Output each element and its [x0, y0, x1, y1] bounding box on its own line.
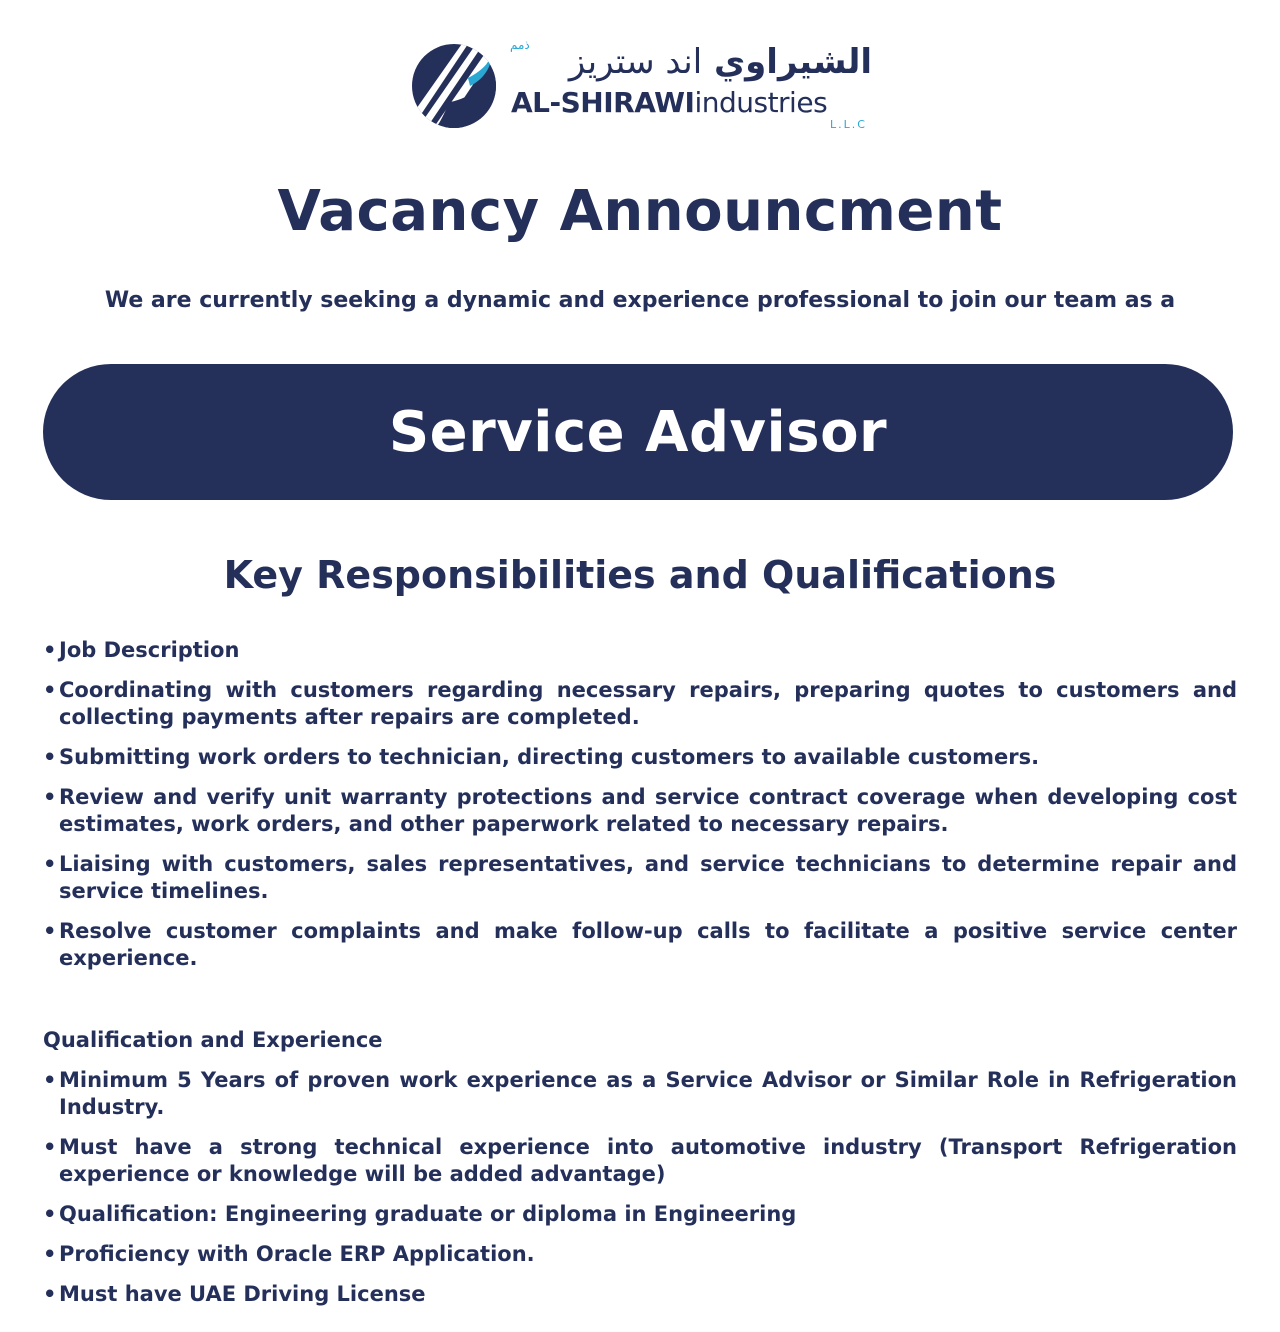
- qualifications-heading: Qualification and Experience: [43, 1028, 383, 1052]
- logo-latin-name: [511, 86, 827, 120]
- position-title: Service Advisor: [388, 399, 888, 465]
- list-item: • Review and verify unit warranty protections and service contract coverage when developing cost estimates, work orders, and other paperwork related to necessary repairs.: [43, 784, 1237, 838]
- list-item: • Coordinating with customers regarding necessary repairs, preparing quotes to customers and collecting payments after repairs are completed.: [43, 677, 1237, 731]
- logo-suffix: L.L.C: [830, 118, 867, 131]
- page-title: Vacancy Announcment: [277, 179, 1003, 244]
- logo-arabic-small-text: ذمم: [510, 38, 530, 52]
- list-item: • Liaising with customers, sales representatives, and service technicians to determine repair and service timelines.: [43, 851, 1237, 905]
- qualifications-list: [43, 1067, 1237, 1321]
- list-item: • Resolve customer complaints and make follow-up calls to facilitate a positive service center experience.: [43, 918, 1237, 972]
- logo-arabic-main: الشيراوي: [714, 42, 872, 82]
- logo-name-light: industries: [694, 86, 828, 119]
- list-item: • Minimum 5 Years of proven work experience as a Service Advisor or Similar Role in Refrigeration Industry.: [43, 1067, 1237, 1121]
- list-item: • Proficiency with Oracle ERP Application.: [43, 1241, 1237, 1268]
- intro-text: We are currently seeking a dynamic and experience professional to join our team as a: [104, 288, 1176, 313]
- position-banner: [43, 364, 1233, 500]
- list-item: • Must have UAE Driving License: [43, 1281, 1237, 1308]
- logo-arabic-name: [510, 40, 872, 84]
- list-item: • Qualification: Engineering graduate or diploma in Engineering: [43, 1201, 1237, 1228]
- responsibilities-list: [43, 637, 1237, 985]
- list-heading: • Job Description: [43, 637, 1237, 664]
- list-item: • Must have a strong technical experience into automotive industry (Transport Refrigeration experience or knowledge will be added advantage): [43, 1134, 1237, 1188]
- section-title: Key Responsibilities and Qualifications: [223, 553, 1057, 597]
- list-item: • Submitting work orders to technician, directing customers to available customers.: [43, 744, 1237, 771]
- company-logo: [410, 38, 880, 134]
- logo-name-bold: AL-SHIRAWI: [511, 86, 695, 119]
- logo-mark-icon: [410, 42, 498, 130]
- logo-arabic-secondary: اند ستريز: [568, 42, 703, 82]
